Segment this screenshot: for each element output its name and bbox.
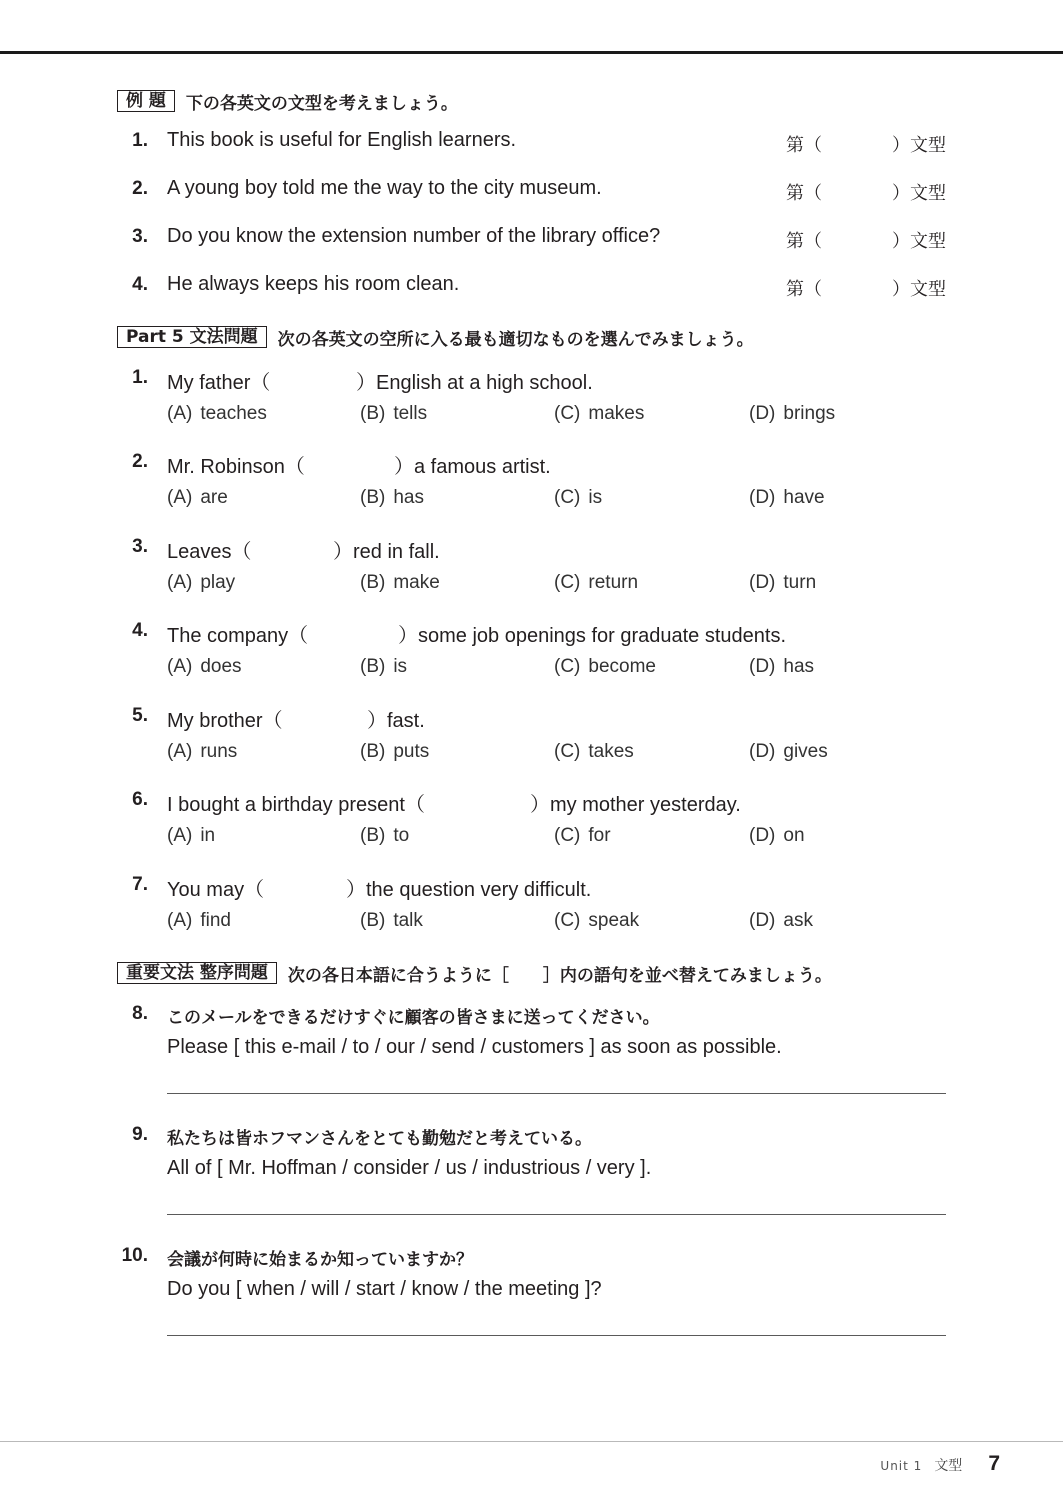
english-scramble: Do you [ when / will / start / know / the meeting ]? <box>167 1278 602 1300</box>
choice-d[interactable]: (D) have <box>749 487 825 508</box>
bunkei-blank[interactable] <box>786 179 946 205</box>
topic-label: 文型 <box>934 1458 963 1474</box>
question-number: 1. <box>132 367 148 388</box>
bunkei-label: ）文型 <box>892 279 946 300</box>
example-sentence: A young boy told me the way to the city museum. <box>167 177 602 199</box>
unit-label: Unit 1 <box>880 1459 923 1473</box>
choice-a[interactable]: (A) does <box>167 656 242 677</box>
question-number: 4. <box>132 620 148 641</box>
choice-a[interactable]: (A) in <box>167 825 216 846</box>
choice-d[interactable]: (D) on <box>749 825 805 846</box>
question-before: Leaves（ <box>167 541 252 563</box>
choice-b[interactable]: (B) puts <box>360 741 430 762</box>
dai-label: 第（ <box>786 183 822 204</box>
answer-line[interactable] <box>167 1335 946 1336</box>
choice-d[interactable]: (D) turn <box>749 572 817 593</box>
choice-c[interactable]: (C) become <box>554 656 656 677</box>
choice-d[interactable]: (D) has <box>749 656 815 677</box>
top-rule <box>0 51 1063 54</box>
question-before: My brother（ <box>167 710 283 732</box>
choice-b[interactable]: (B) tells <box>360 403 428 424</box>
question-before: You may（ <box>167 879 265 901</box>
dai-label: 第（ <box>786 135 822 156</box>
bunkei-label: ）文型 <box>892 135 946 156</box>
example-header <box>117 90 458 112</box>
question-number: 2. <box>132 451 148 472</box>
question-after: ）fast. <box>367 710 425 732</box>
question-number: 10. <box>121 1245 148 1266</box>
example-label: 例 題 <box>117 90 175 112</box>
ordering-header <box>117 962 832 984</box>
choice-b[interactable]: (B) is <box>360 656 408 677</box>
choice-d[interactable]: (D) ask <box>749 910 813 931</box>
question-after: ）red in fall. <box>333 541 440 563</box>
choice-c[interactable]: (C) speak <box>554 910 640 931</box>
item-number: 4. <box>132 274 148 295</box>
bunkei-label: ）文型 <box>892 231 946 252</box>
question-after: ）some job openings for graduate students. <box>398 625 787 647</box>
question-before: Mr. Robinson（ <box>167 456 305 478</box>
question-after: ）a famous artist. <box>394 456 551 478</box>
page-number: 7 <box>988 1452 1000 1475</box>
item-number: 2. <box>132 178 148 199</box>
choice-a[interactable]: (A) find <box>167 910 231 931</box>
choice-b[interactable]: (B) talk <box>360 910 423 931</box>
choice-b[interactable]: (B) make <box>360 572 440 593</box>
japanese-prompt: このメールをできるだけすぐに顧客の皆さまに送ってください。 <box>167 1008 660 1028</box>
ordering-label: 重要文法 整序問題 <box>117 962 277 984</box>
dai-label: 第（ <box>786 279 822 300</box>
example-sentence: He always keeps his room clean. <box>167 273 460 295</box>
bunkei-label: ）文型 <box>892 183 946 204</box>
choice-a[interactable]: (A) play <box>167 572 236 593</box>
choice-a[interactable]: (A) are <box>167 487 228 508</box>
japanese-prompt: 会議が何時に始まるか知っていますか？ <box>167 1250 473 1270</box>
japanese-prompt: 私たちは皆ホフマンさんをとても勤勉だと考えている。 <box>167 1129 592 1149</box>
question-after: ）English at a high school. <box>356 372 593 394</box>
question-before: The company（ <box>167 625 309 647</box>
ordering-instruction: 次の各日本語に合うように［ ］内の語句を並べ替えてみましょう。 <box>287 965 832 986</box>
choice-c[interactable]: (C) makes <box>554 403 645 424</box>
question-number: 3. <box>132 536 148 557</box>
bunkei-blank[interactable] <box>786 275 946 301</box>
example-sentence: Do you know the extension number of the library office? <box>167 225 661 247</box>
bunkei-blank[interactable] <box>786 131 946 157</box>
bunkei-blank[interactable] <box>786 227 946 253</box>
choice-d[interactable]: (D) gives <box>749 741 828 762</box>
part5-instruction: 次の各英文の空所に入る最も適切なものを選んでみましょう。 <box>277 329 754 350</box>
part5-label: Part 5 文法問題 <box>117 326 267 348</box>
example-sentence: This book is useful for English learners. <box>167 129 517 151</box>
bottom-rule <box>0 1441 1063 1442</box>
question-number: 8. <box>132 1003 148 1024</box>
part5-header <box>117 326 754 348</box>
choice-c[interactable]: (C) return <box>554 572 639 593</box>
example-instruction: 下の各英文の文型を考えましょう。 <box>185 93 458 114</box>
choice-a[interactable]: (A) teaches <box>167 403 267 424</box>
page-footer <box>880 1452 1000 1476</box>
choice-c[interactable]: (C) takes <box>554 741 634 762</box>
item-number: 3. <box>132 226 148 247</box>
question-before: My father（ <box>167 372 271 394</box>
question-after: ）the question very difficult. <box>346 879 592 901</box>
question-number: 9. <box>132 1124 148 1145</box>
english-scramble: Please [ this e-mail / to / our / send / customers ] as soon as possible. <box>167 1036 782 1058</box>
english-scramble: All of [ Mr. Hoffman / consider / us / industrious / very ]. <box>167 1157 652 1179</box>
choice-d[interactable]: (D) brings <box>749 403 836 424</box>
choice-b[interactable]: (B) has <box>360 487 424 508</box>
question-before: I bought a birthday present（ <box>167 794 425 816</box>
question-number: 7. <box>132 874 148 895</box>
answer-line[interactable] <box>167 1214 946 1215</box>
item-number: 1. <box>132 130 148 151</box>
question-number: 6. <box>132 789 148 810</box>
choice-b[interactable]: (B) to <box>360 825 410 846</box>
question-number: 5. <box>132 705 148 726</box>
answer-line[interactable] <box>167 1093 946 1094</box>
question-after: ）my mother yesterday. <box>530 794 741 816</box>
choice-a[interactable]: (A) runs <box>167 741 238 762</box>
choice-c[interactable]: (C) for <box>554 825 611 846</box>
dai-label: 第（ <box>786 231 822 252</box>
choice-c[interactable]: (C) is <box>554 487 603 508</box>
